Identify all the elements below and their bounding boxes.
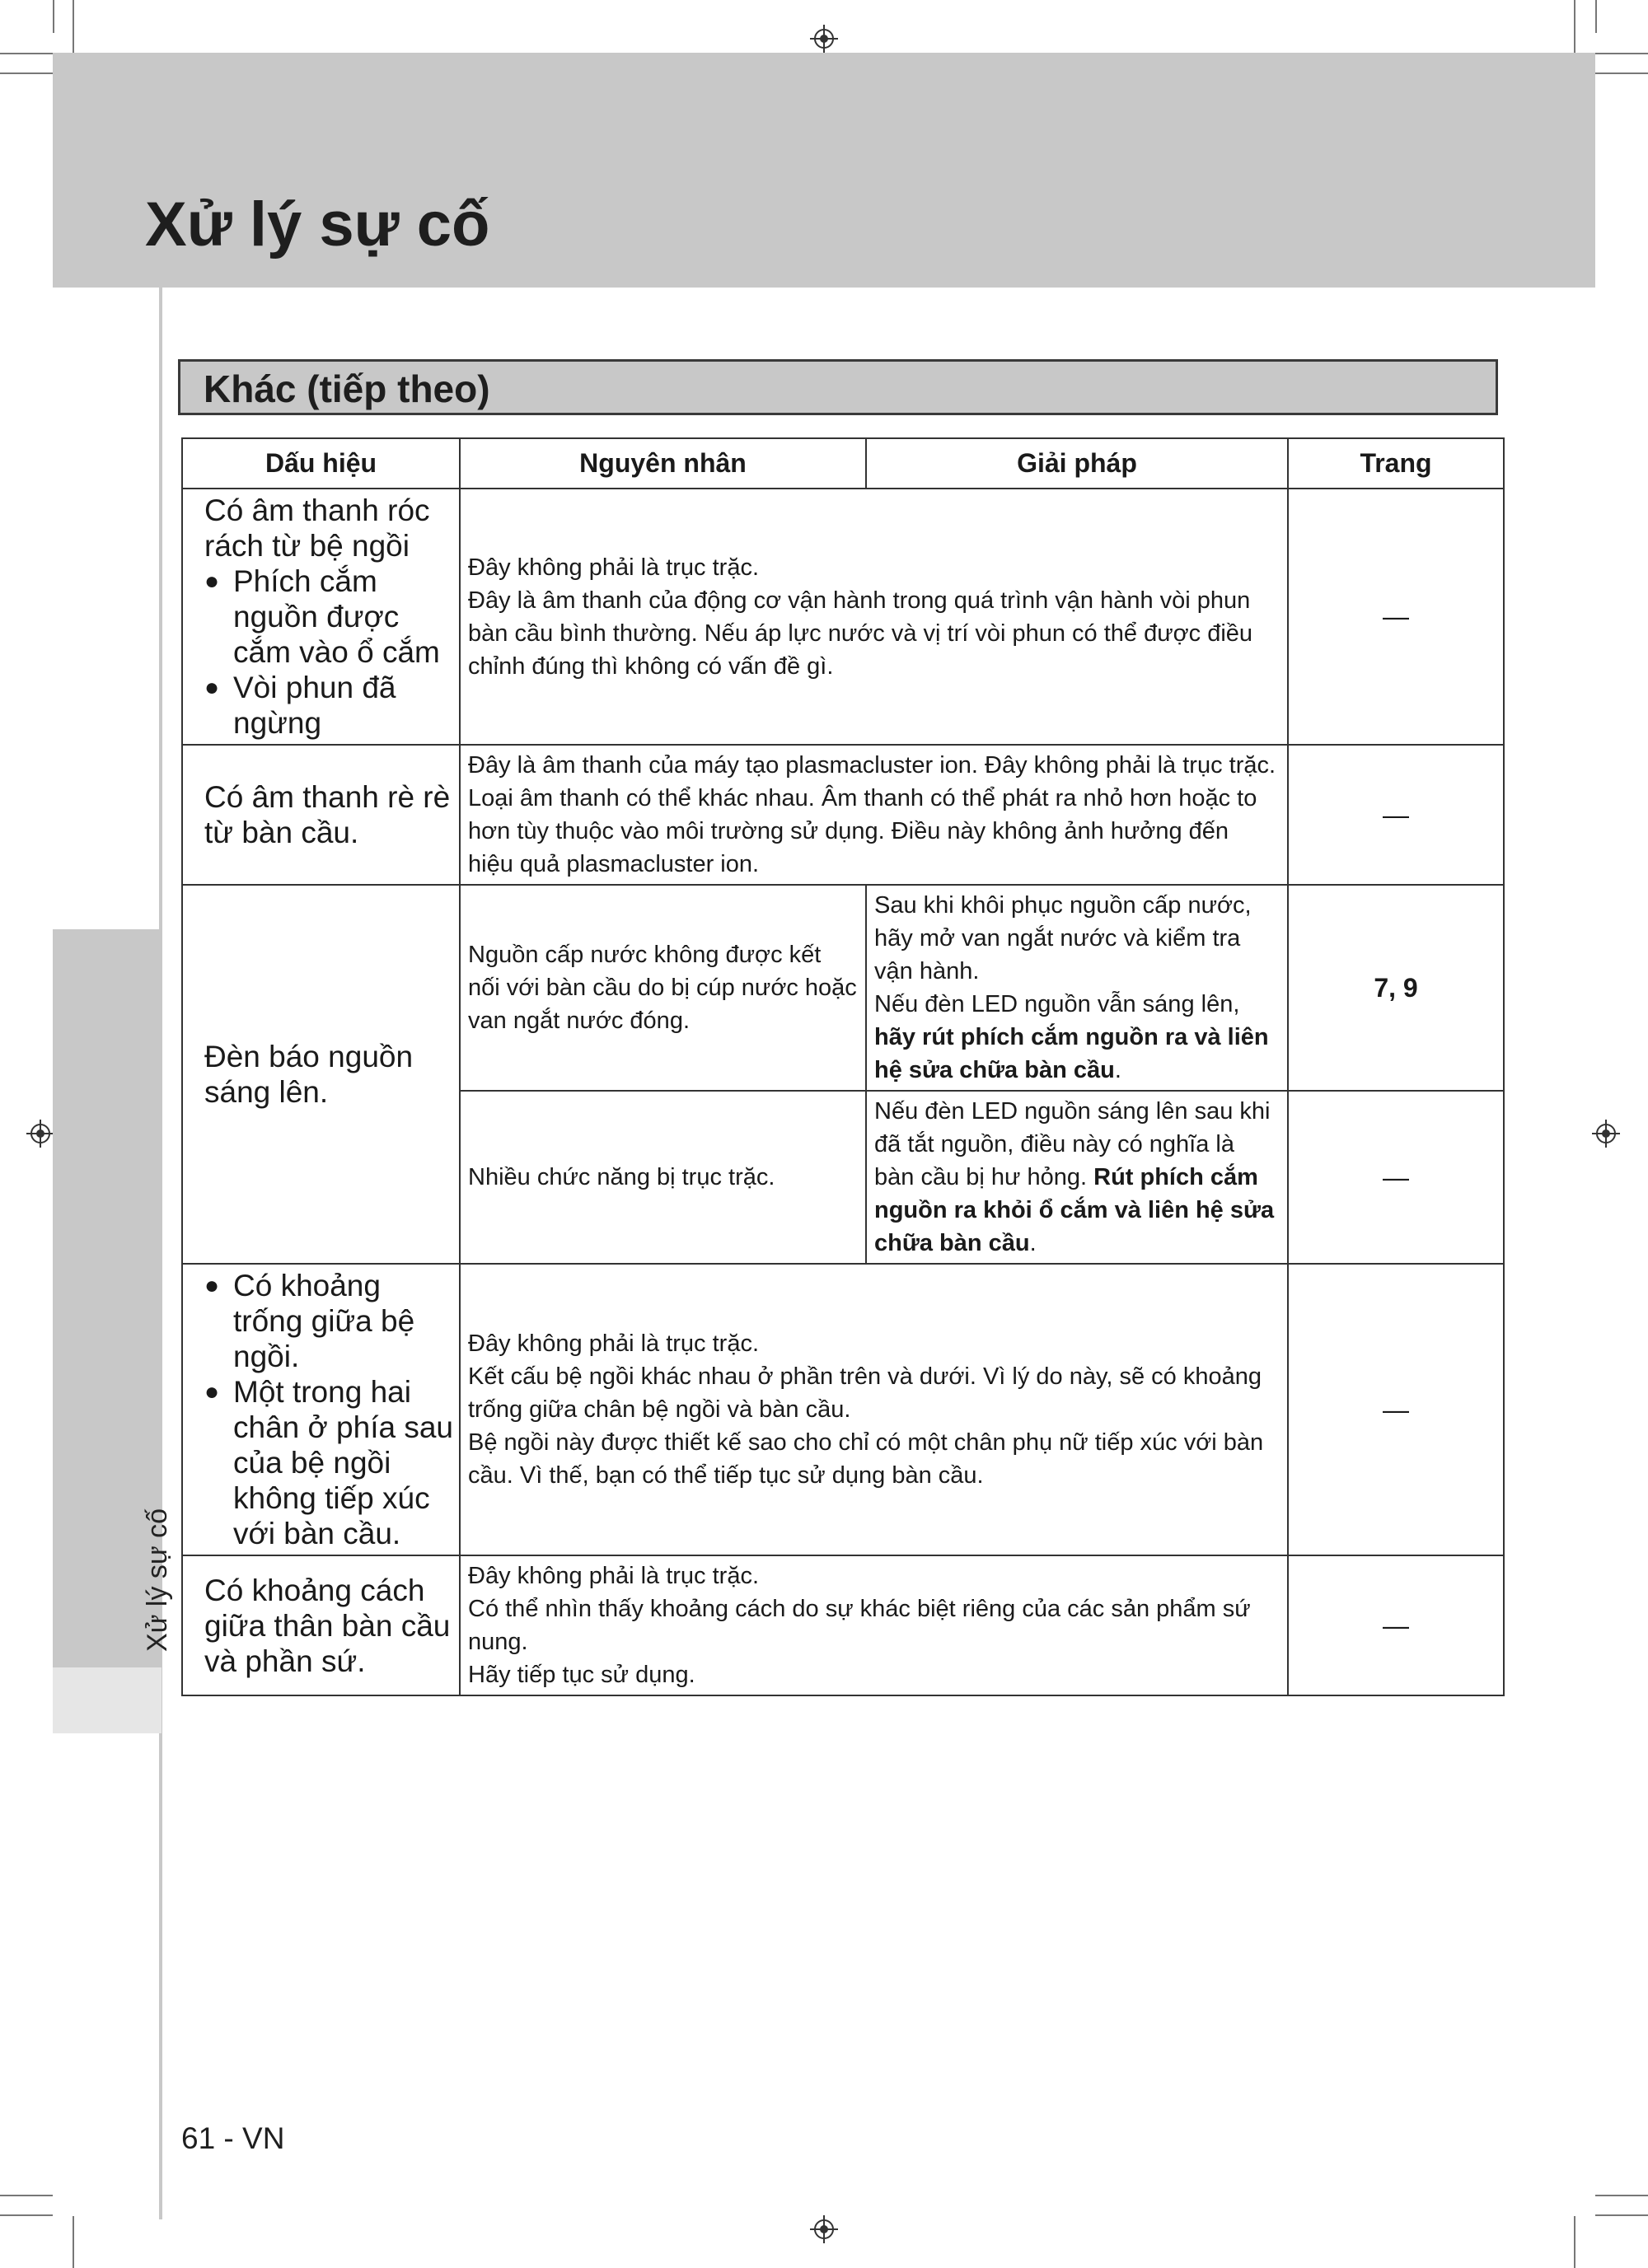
solution-bold-text: Rút phích cắm nguồn ra khỏi ổ cắm và liên hệ sửa chữa bàn cầu [874,1164,1275,1256]
column-header-cause: Nguyên nhân [460,438,866,489]
symptom-text: Có âm thanh róc rách từ bệ ngồi [204,493,430,563]
crop-mark [1595,72,1648,74]
symptom-bullet: ● Phích cắm nguồn được cắm vào ổ cắm [204,563,454,670]
crop-mark [53,0,54,33]
side-tab-label: Xử lý sự cố [142,1508,173,1652]
symptom-text: Có âm thanh rè rè từ bàn cầu. [204,780,451,849]
cause-text: Nguồn cấp nước không được kết nối với bàn cầu do bị cúp nước hoặc van ngắt nước đóng. [468,942,857,1034]
crop-mark [1595,53,1648,54]
section-title: Khác (tiếp theo) [204,367,490,410]
page-title: Xử lý sự cố [145,189,490,260]
crop-mark [73,0,74,53]
page-ref-cell: — [1288,1091,1504,1264]
table-row [182,885,1504,1091]
cause-solution-cell [460,1264,1288,1555]
section-heading [178,359,1498,415]
cause-cell [460,885,866,1091]
cause-text: Nhiều chức năng bị trục trặc. [468,1164,775,1190]
cause-solution-cell [460,745,1288,885]
cause-solution-cell [460,1555,1288,1695]
symptom-text: Có khoảng cách giữa thân bàn cầu và phần sứ. [204,1573,451,1678]
table-row [182,745,1504,885]
crop-mark [73,2216,74,2268]
solution-cell [866,1091,1288,1264]
symptom-cell [182,1555,460,1695]
cause-text: Bệ ngồi này được thiết kế sao cho chỉ có một chân phụ nữ tiếp xúc với bàn cầu. Vì thế, bạn có thể tiếp tục sử dụng bàn cầu. [468,1429,1264,1489]
solution-text: Nếu đèn LED nguồn vẫn sáng lên, [874,991,1240,1017]
table-row [182,1555,1504,1695]
crop-mark [1595,2214,1648,2216]
table-header-row [182,438,1504,489]
page-ref-cell: 7, 9 [1288,885,1504,1091]
side-tab-strip [53,1667,162,1733]
solution-text: Nếu đèn LED nguồn sáng lên sau khi đã tắt nguồn, điều này có nghĩa là bàn cầu bị hư hỏng. [874,1098,1271,1190]
cause-text: Hãy tiếp tục sử dụng. [468,1662,695,1688]
crop-mark [1595,2195,1648,2196]
cause-text: Đây không phải là trục trặc. [468,1563,760,1589]
crop-mark [1595,0,1597,33]
registration-mark-icon [810,2215,838,2243]
crop-mark [1574,2216,1575,2268]
cause-cell [460,1091,866,1264]
symptom-cell [182,885,460,1264]
page-ref-cell: — [1288,1555,1504,1695]
solution-text: Sau khi khôi phục nguồn cấp nước, hãy mở van ngắt nước và kiểm tra vận hành. [874,892,1252,984]
registration-mark-icon [810,25,838,53]
solution-text: . [1114,1057,1121,1083]
cause-text: Kết cấu bệ ngồi khác nhau ở phần trên và dưới. Vì lý do này, sẽ có khoảng trống giữa chân bệ ngồi và bàn cầu. [468,1363,1262,1423]
registration-mark-icon [26,1120,54,1148]
symptom-bullet: ● Một trong hai chân ở phía sau của bệ ngồi không tiếp xúc với bàn cầu. [204,1374,454,1551]
symptom-cell [182,489,460,745]
symptom-text: Đèn báo nguồn sáng lên. [204,1040,414,1109]
symptom-cell [182,745,460,885]
crop-mark [1574,0,1575,53]
cause-text: Có thể nhìn thấy khoảng cách do sự khác biệt riêng của các sản phẩm sứ nung. [468,1596,1251,1655]
symptom-cell [182,1264,460,1555]
column-header-page: Trang [1288,438,1504,489]
registration-mark-icon [1592,1120,1620,1148]
crop-mark [0,2214,53,2216]
table-row [182,489,1504,745]
cause-text: Đây không phải là trục trặc. [468,1330,760,1357]
symptom-bullet: ● Có khoảng trống giữa bệ ngồi. [204,1268,454,1374]
page-ref-cell: — [1288,1264,1504,1555]
solution-cell [866,885,1288,1091]
solution-text: . [1029,1230,1037,1256]
cause-text: Đây là âm thanh của máy tạo plasmacluster ion. Đây không phải là trục trặc. Loại âm thanh có thể khác nhau. Âm thanh có thể phát ra nhỏ hơn hoặc to hơn tùy thuộc vào môi trường sử dụng. Điều này không ảnh hưởng đến hiệu quả plasmacluster ion. [468,752,1276,877]
page-number: 61 - VN [181,2121,285,2155]
solution-bold-text: hãy rút phích cắm nguồn ra và liên hệ sửa chữa bàn cầu [874,1024,1269,1083]
cause-solution-cell [460,489,1288,745]
cause-text: Đây không phải là trục trặc. [468,554,760,581]
column-header-symptom: Dấu hiệu [182,438,460,489]
page-ref-cell: — [1288,489,1504,745]
table-row [182,1264,1504,1555]
crop-mark [0,72,53,74]
symptom-bullet: ● Vòi phun đã ngừng [204,670,454,741]
page-ref-cell: — [1288,745,1504,885]
column-header-solution: Giải pháp [866,438,1288,489]
crop-mark [0,2195,53,2196]
crop-mark [0,53,53,54]
troubleshooting-table [181,437,1505,1696]
cause-text: Đây là âm thanh của động cơ vận hành trong quá trình vận hành vòi phun bàn cầu bình thường. Nếu áp lực nước và vị trí vòi phun có thể được điều chỉnh đúng thì không có vấn đề gì. [468,587,1253,680]
